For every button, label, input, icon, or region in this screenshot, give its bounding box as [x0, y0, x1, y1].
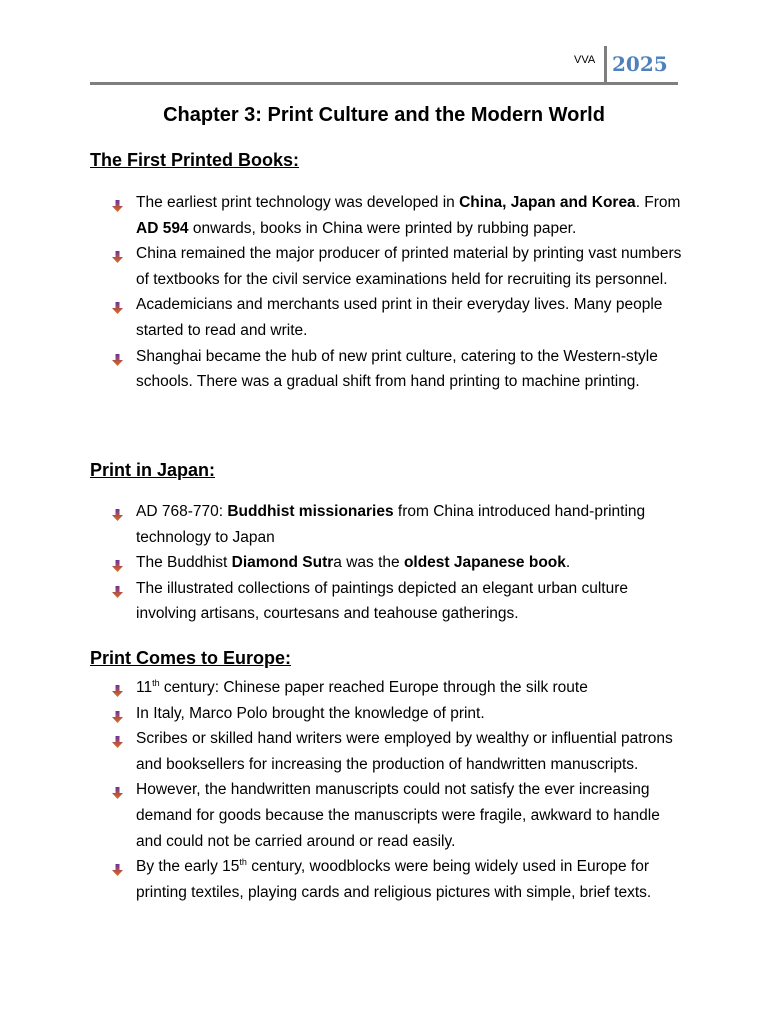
- list-item: Scribes or skilled hand writers were employed by wealthy or influential patrons and booksellers for increasing the production of handwritten manuscripts.: [0, 726, 684, 777]
- arrow-down-bullet-icon: [111, 298, 124, 312]
- section-heading-print-in-japan: Print in Japan:: [90, 460, 216, 480]
- bullet-list-print-comes-to-europe: [0, 675, 684, 905]
- arrow-down-bullet-icon: [111, 707, 124, 721]
- arrow-down-bullet-icon: [111, 350, 124, 364]
- list-item: The Buddhist Diamond Sutra was the oldest Japanese book.: [0, 550, 684, 576]
- bullet-list-print-in-japan: [0, 499, 684, 627]
- list-item: China remained the major producer of printed material by printing vast numbers of textbooks for the civil service examinations held for recruiting its personnel.: [0, 241, 684, 292]
- arrow-down-bullet-icon: [111, 505, 124, 519]
- list-item: However, the handwritten manuscripts could not satisfy the ever increasing demand for goods because the manuscripts were fragile, awkward to handle and could not be carried around or read easily.: [0, 777, 684, 854]
- list-item: In Italy, Marco Polo brought the knowledge of print.: [0, 701, 684, 727]
- section-heading-first-printed-books: The First Printed Books:: [90, 150, 300, 170]
- arrow-down-bullet-icon: [111, 860, 124, 874]
- arrow-down-bullet-icon: [111, 783, 124, 797]
- header-year: 2025: [612, 52, 668, 76]
- arrow-down-bullet-icon: [111, 196, 124, 210]
- header-author: VVA: [574, 54, 596, 66]
- arrow-down-bullet-icon: [111, 681, 124, 695]
- page-title: Chapter 3: Print Culture and the Modern World: [163, 104, 605, 126]
- list-item: 11th century: Chinese paper reached Europe through the silk route: [0, 675, 684, 701]
- list-item: Shanghai became the hub of new print culture, catering to the Western-style schools. There was a gradual shift from hand printing to machine printing.: [0, 344, 684, 395]
- arrow-down-bullet-icon: [111, 582, 124, 596]
- list-item: AD 768-770: Buddhist missionaries from China introduced hand-printing technology to Japan: [0, 499, 684, 550]
- list-item: The earliest print technology was developed in China, Japan and Korea. From AD 594 onwards, books in China were printed by rubbing paper.: [0, 190, 684, 241]
- section-heading-print-comes-to-europe: Print Comes to Europe:: [90, 648, 292, 668]
- bullet-list-first-printed-books: [0, 190, 684, 395]
- arrow-down-bullet-icon: [111, 247, 124, 261]
- list-item: Academicians and merchants used print in their everyday lives. Many people started to read and write.: [0, 292, 684, 343]
- header-separator: [604, 46, 607, 82]
- list-item: The illustrated collections of paintings depicted an elegant urban culture involving artisans, courtesans and teahouse gatherings.: [0, 576, 684, 627]
- arrow-down-bullet-icon: [111, 732, 124, 746]
- header-rule: [90, 82, 678, 85]
- arrow-down-bullet-icon: [111, 556, 124, 570]
- list-item: By the early 15th century, woodblocks were being widely used in Europe for printing textiles, playing cards and religious pictures with simple, brief texts.: [0, 854, 684, 905]
